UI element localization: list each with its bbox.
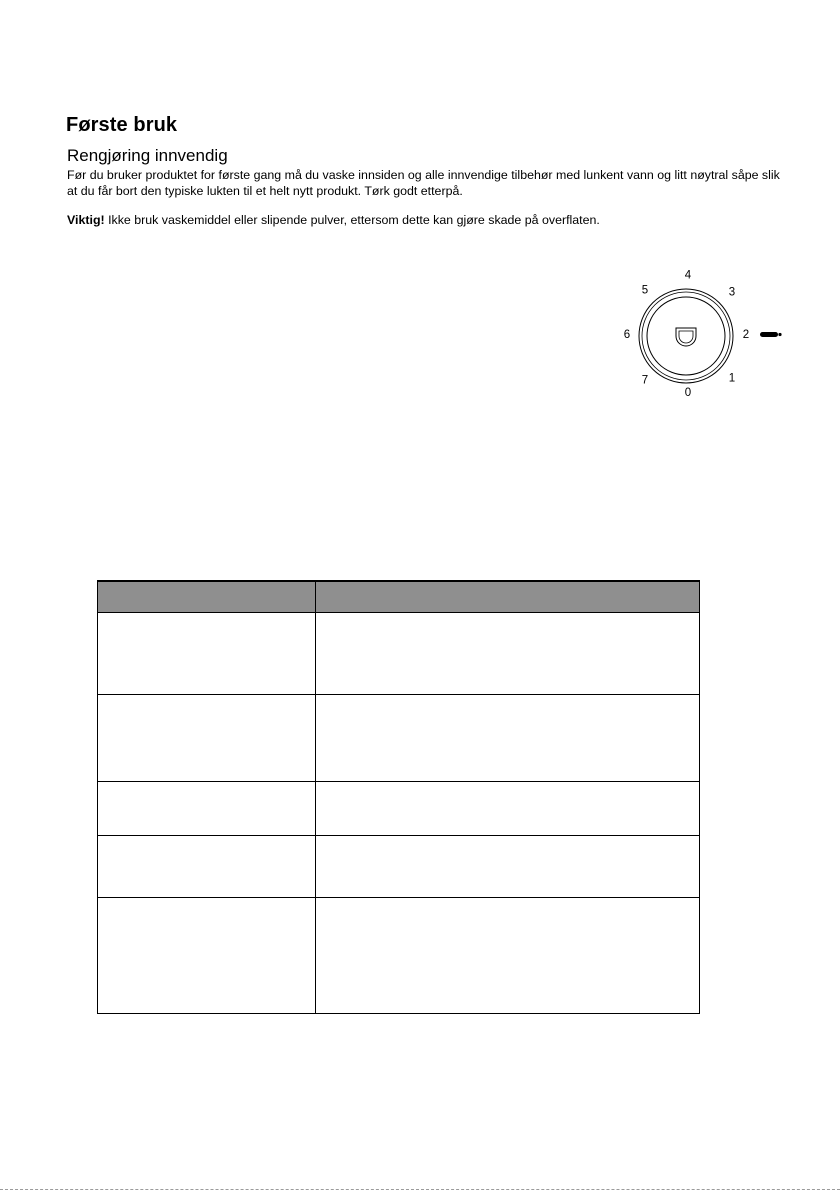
table-cell xyxy=(98,613,316,695)
page-bottom-rule xyxy=(0,1189,840,1190)
table-cell xyxy=(98,898,316,1014)
dial-middle-ring xyxy=(642,292,730,380)
table-cell xyxy=(316,613,700,695)
table-cell xyxy=(98,695,316,782)
dial-number-4: 4 xyxy=(684,269,692,282)
table-cell xyxy=(316,695,700,782)
table-cell xyxy=(98,782,316,836)
table-header-row xyxy=(98,581,700,613)
table-cell xyxy=(98,836,316,898)
dial-number-5: 5 xyxy=(641,284,649,297)
table-row xyxy=(98,695,700,782)
dial-number-1: 1 xyxy=(728,372,736,385)
thermostat-dial-graphic xyxy=(600,262,800,402)
table-row xyxy=(98,782,700,836)
table-header-cell xyxy=(98,581,316,613)
table-cell xyxy=(316,898,700,1014)
dial-number-2: 2 xyxy=(742,329,750,341)
table-cell xyxy=(316,836,700,898)
thermostat-dial xyxy=(600,262,800,402)
dial-number-3: 3 xyxy=(728,286,736,299)
section-title: Første bruk xyxy=(66,114,178,136)
important-label: Viktig! xyxy=(67,213,105,227)
cleaning-table xyxy=(97,580,700,1014)
table-row xyxy=(98,836,700,898)
subsection-title: Rengjøring innvendig xyxy=(67,146,228,165)
dial-number-0: 0 xyxy=(684,387,692,399)
important-text: Ikke bruk vaskemiddel eller slipende pulver, ettersom dette kan gjøre skade på overflaten. xyxy=(108,213,600,227)
important-note xyxy=(67,213,792,229)
pointer-marker-icon xyxy=(760,332,782,337)
knob-grip-icon xyxy=(676,328,696,346)
table-row xyxy=(98,613,700,695)
dial-outer-ring xyxy=(639,286,736,385)
dial-knob xyxy=(647,297,725,375)
table-header-cell xyxy=(316,581,700,613)
dial-number-7: 7 xyxy=(641,374,649,387)
table-cell xyxy=(316,782,700,836)
cleaning-table-wrapper xyxy=(97,580,699,1016)
dial-number-6: 6 xyxy=(623,329,631,341)
table-row xyxy=(98,898,700,1014)
intro-paragraph: Før du bruker produktet for første gang må du vaske innsiden og alle innvendige tilbehør med lunkent vann og litt nøytral såpe slik at du får bort den typiske lukten til et helt nytt produkt. Tørk godt etterpå. xyxy=(67,168,780,198)
